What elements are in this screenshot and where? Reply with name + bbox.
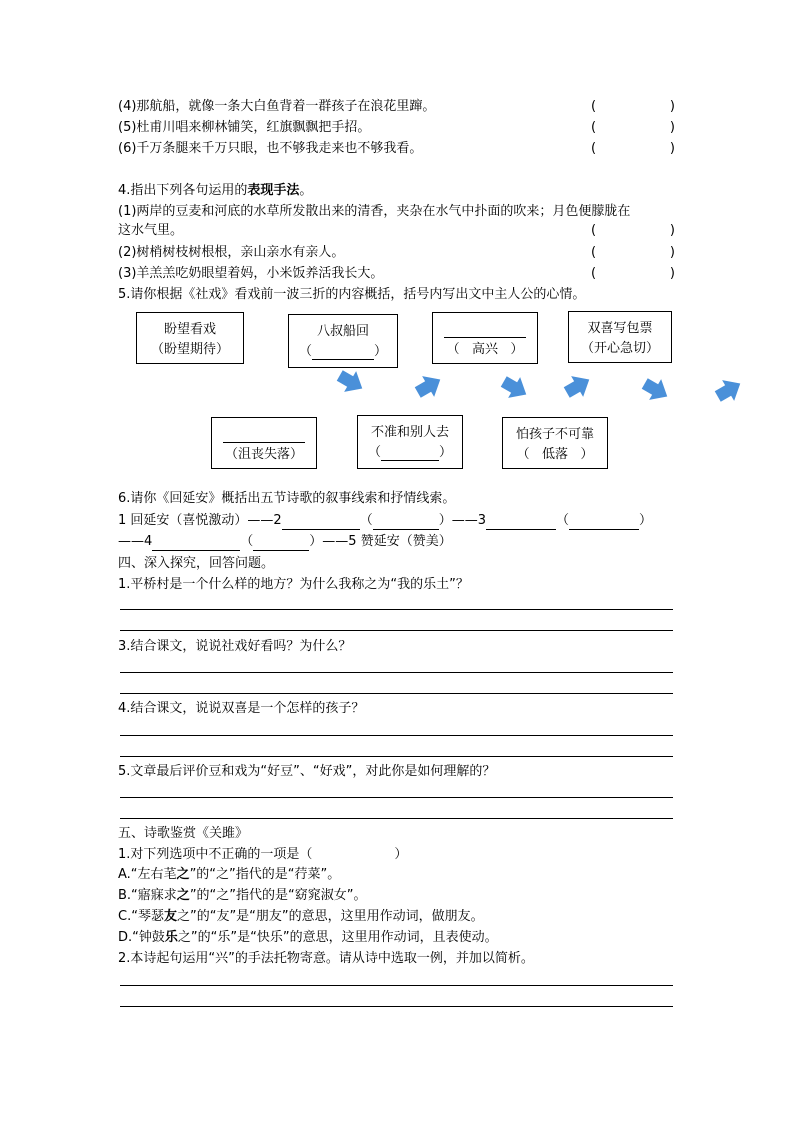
box-6-mood[interactable]: [358, 444, 462, 461]
part4-q5: 5.文章最后评价豆和戏为“好豆”、“好戏”，对此你是如何理解的？: [118, 764, 496, 779]
option-key: 之: [176, 867, 190, 882]
paren-close: ）: [394, 847, 408, 862]
option-text: ”的“之”指代的是“荇菜”。: [189, 867, 341, 882]
q6-blank-2-mood[interactable]: [373, 515, 439, 530]
q4-item1-line1: (1)两岸的豆麦和河底的水草所发散出来的清香，夹杂在水气中扑面的吹来；月色便朦胧在: [118, 204, 631, 219]
box-1-mood: （盼望期待）: [150, 342, 229, 357]
option-key: 之: [176, 888, 190, 903]
box-6-blank[interactable]: [381, 446, 439, 461]
paren-close: ): [669, 266, 675, 281]
q6-blank-3[interactable]: [486, 515, 556, 530]
option-text: 之”的“乐”是“快乐”的意思，这里用作动词，且表使动。: [177, 930, 498, 945]
item-5: [118, 119, 370, 137]
flow-box-4: [568, 311, 672, 363]
arrow-up-right-icon: [563, 374, 593, 398]
box-5-title-blank[interactable]: [212, 426, 316, 443]
paren-open: （: [446, 342, 460, 357]
paren-close: ): [669, 223, 675, 238]
paren-open: （: [298, 344, 312, 359]
item-5-text: (5)杜甫川唱来柳林铺笑，红旗飘飘把手招。: [118, 120, 371, 135]
answer-line[interactable]: [120, 818, 673, 819]
box-2-title: 八叔船回: [316, 324, 369, 339]
option-d: [118, 929, 498, 947]
q4-item3: (3)羊羔羔吃奶眼望着妈，小米饭养活我长大。: [118, 266, 384, 281]
box-4-mood: （开心急切）: [580, 341, 659, 356]
box-5-blank[interactable]: [223, 428, 305, 443]
paren-open: (: [591, 99, 597, 114]
box-7-mood-text: 低落: [541, 447, 568, 462]
box-3-blank[interactable]: [444, 323, 526, 338]
option-text: A.“左右芼: [118, 867, 177, 882]
option-text: D.“钟鼓: [118, 930, 165, 945]
paren-open: （: [367, 445, 381, 460]
answer-line[interactable]: [120, 756, 673, 757]
option-c: [118, 908, 484, 926]
paren-close: ): [669, 141, 675, 156]
q6-seg: ）——3: [438, 513, 486, 528]
box-5-mood: （沮丧失落）: [224, 447, 303, 462]
q4-item2: (2)树梢树枝树根根，亲山亲水有亲人。: [118, 245, 345, 260]
part4-q1: 1.平桥村是一个什么样的地方？为什么我称之为“我的乐土”？: [118, 577, 469, 592]
paren-open: (: [591, 120, 597, 135]
paren-open: (: [591, 141, 597, 156]
paren-close: ）: [580, 447, 594, 462]
q6-seg: 1 回延安（喜悦激动）——2: [118, 513, 282, 528]
q4-prefix: 4.指出下列各句运用的: [118, 183, 248, 198]
part5-q1: [118, 846, 407, 864]
option-key: 乐: [164, 930, 178, 945]
arrow-down-right-icon: [500, 376, 530, 400]
q4-prompt: [118, 182, 312, 200]
paren-open: （: [555, 513, 569, 528]
part5-title: 五、诗歌鉴赏《关雎》: [118, 826, 249, 841]
answer-line[interactable]: [120, 672, 673, 673]
part5-q1-text: 1.对下列选项中不正确的一项是（: [118, 847, 313, 862]
paren-open: (: [591, 245, 597, 260]
option-key: 友: [163, 909, 177, 924]
answer-line[interactable]: [120, 609, 673, 610]
flow-box-6[interactable]: [357, 415, 463, 469]
q6-blank-2[interactable]: [282, 515, 360, 530]
item-6-text: (6)千万条腿来千万只眼，也不够我走来也不够我看。: [118, 141, 423, 156]
q6-seg: ——4: [118, 534, 153, 549]
option-text: ”的“之”指代的是“窈窕淑女”。: [189, 888, 367, 903]
answer-line[interactable]: [120, 985, 673, 986]
answer-line[interactable]: [120, 735, 673, 736]
arrow-up-right-icon: [414, 374, 444, 398]
q4-suffix: 。: [299, 183, 313, 198]
answer-line[interactable]: [120, 1006, 673, 1007]
answer-line[interactable]: [120, 797, 673, 798]
answer-line[interactable]: [120, 693, 673, 694]
box-3-title-blank[interactable]: [433, 321, 537, 338]
box-2-mood[interactable]: [289, 343, 397, 360]
paren-open: (: [591, 266, 597, 281]
answer-line[interactable]: [120, 630, 673, 631]
paren-close: ）: [510, 342, 524, 357]
item-4-text: (4)那航船，就像一条大白鱼背着一群孩子在浪花里蹿。: [118, 99, 436, 114]
box-2-blank[interactable]: [312, 345, 374, 360]
box-7-mood: [503, 446, 607, 463]
option-text: B.“寤寐求: [118, 888, 177, 903]
flow-box-5[interactable]: [211, 417, 317, 469]
flow-box-7: [502, 417, 608, 469]
item-4: [118, 98, 435, 116]
q4-item1-line2: 这水气里。: [118, 223, 184, 238]
q6-blank-4-mood[interactable]: [253, 536, 309, 551]
paren-open: （: [240, 534, 254, 549]
paren-close: ): [669, 99, 675, 114]
option-text: C.“琴瑟: [118, 909, 164, 924]
paren-close: ): [669, 245, 675, 260]
q5-prompt: 5.请你根据《社戏》看戏前一波三折的内容概括，括号内写出文中主人公的心情。: [118, 287, 586, 302]
part4-q4: 4.结合课文，说说双喜是一个怎样的孩子？: [118, 701, 365, 716]
paren-open: （: [516, 447, 530, 462]
option-b: [118, 887, 367, 905]
arrow-down-right-icon: [336, 370, 366, 394]
box-3-mood: [433, 341, 537, 358]
flow-box-1: [136, 312, 244, 364]
part5-q2: 2.本诗起句运用“兴”的手法托物寄意。请从诗中选取一例，并加以简析。: [118, 951, 534, 966]
q6-prompt: 6.请你《回延安》概括出五节诗歌的叙事线索和抒情线索。: [118, 491, 456, 506]
q6-blank-3-mood[interactable]: [569, 515, 639, 530]
part4-q3: 3.结合课文，说说社戏好看吗？为什么？: [118, 639, 352, 654]
paren-open: （: [359, 513, 373, 528]
option-text: 之”的“友”是“朋友”的意思，这里用作动词，做朋友。: [176, 909, 484, 924]
q6-line1: [118, 512, 652, 530]
q4-bold: 表现手法: [247, 183, 300, 198]
box-7-title: 怕孩子不可靠: [515, 427, 594, 442]
flow-box-3[interactable]: [432, 312, 538, 364]
box-4-title: 双喜写包票: [587, 321, 653, 336]
box-6-title: 不准和别人去: [370, 425, 449, 440]
paren-close: ）: [439, 445, 453, 460]
q6-blank-4[interactable]: [152, 536, 240, 551]
item-6: [118, 140, 422, 158]
paren-close: ): [669, 120, 675, 135]
q6-line2: [118, 533, 452, 551]
arrow-up-right-icon: [714, 378, 744, 402]
box-3-mood-text: 高兴: [471, 342, 498, 357]
paren-open: (: [591, 223, 597, 238]
paren-close: ）: [639, 513, 653, 528]
arrow-down-right-icon: [641, 378, 671, 402]
part4-title: 四、深入探究，回答问题。: [118, 556, 275, 571]
option-a: [118, 866, 340, 884]
flow-box-2[interactable]: [288, 314, 398, 368]
box-1-title: 盼望看戏: [163, 322, 216, 337]
paren-close: ）: [374, 344, 388, 359]
q6-seg: ）——5 赞延安（赞美）: [309, 534, 452, 549]
